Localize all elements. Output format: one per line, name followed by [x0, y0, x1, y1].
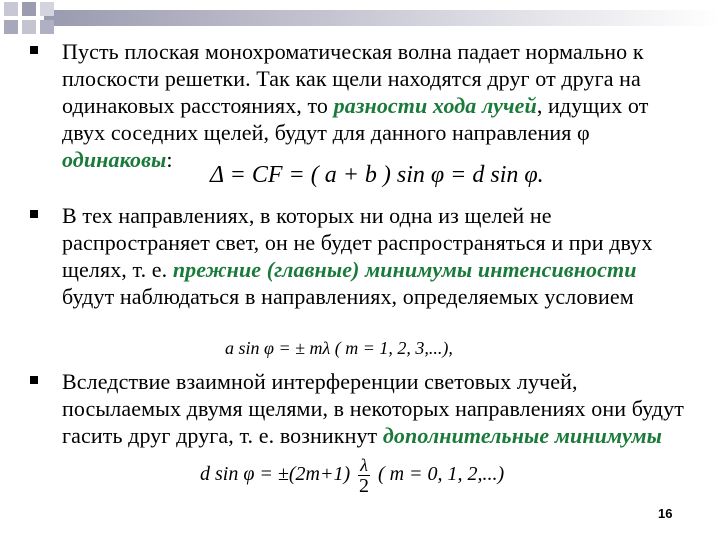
text-segment: будут наблюдаться в направлениях, определяемых условием — [62, 284, 634, 309]
text-segment: Пусть плоская монохроматическая волна падает нормально к плоскости решетки. Так как щели находятся друг от друга на одинаковых расстояниях, то — [62, 39, 644, 118]
bullet-text — [62, 38, 690, 173]
header-decoration — [0, 0, 720, 34]
text-segment: В тех направлениях, в которых ни одна из щелей не распространяет свет, он не будет распространяться и при двух щелях, т. е. — [62, 203, 653, 282]
text-segment: : — [166, 147, 173, 172]
text-segment: Вследствие взаимной интерференции световых лучей, посылаемых двумя щелями, в некоторых направлениях они будут гасить друг друга, т. е. возникнут — [62, 369, 684, 448]
fraction-denominator: 2 — [359, 475, 370, 497]
page-number: 16 — [658, 506, 673, 521]
bullet-square-icon — [30, 46, 38, 54]
highlight-term: одинаковы — [62, 147, 167, 172]
bullet-text — [62, 202, 690, 310]
highlight-term: дополнительные минимумы — [382, 423, 663, 448]
formula-left: d sin φ = ±(2m+1) — [200, 463, 351, 486]
bullet-square-icon — [30, 376, 38, 384]
formula-additional-minima — [200, 455, 504, 496]
formula-right: ( m = 0, 1, 2,...) — [377, 463, 505, 486]
formula-path-difference: Δ = CF = ( a + b ) sin φ = d sin φ. — [210, 162, 544, 188]
highlight-term: разности хода лучей — [333, 93, 537, 118]
formula-main-minima: a sin φ = ± mλ ( m = 1, 2, 3,...), — [225, 338, 453, 358]
bullet-text — [62, 368, 690, 449]
fraction — [358, 455, 370, 496]
bullet-square-icon — [30, 210, 38, 218]
highlight-term: прежние (главные) минимумы интенсивности — [172, 257, 637, 282]
text-segment: , идущих от двух соседних щелей, будут для данного направления φ — [62, 93, 649, 145]
fraction-numerator: λ — [360, 455, 368, 475]
